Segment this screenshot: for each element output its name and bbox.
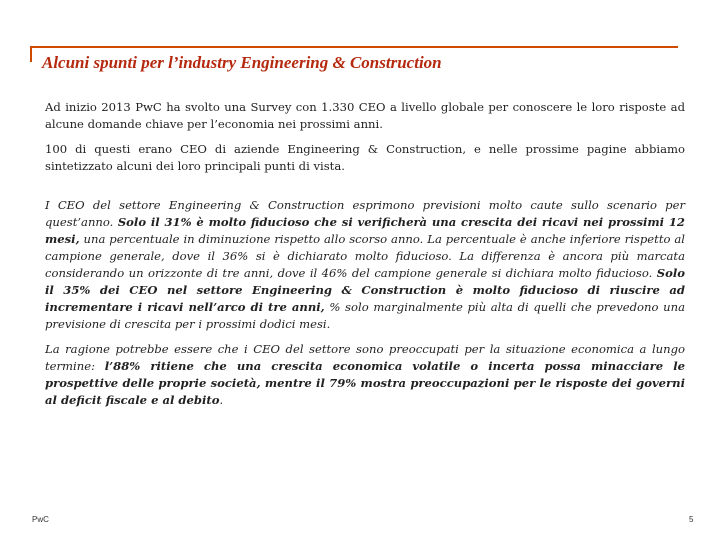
findings-paragraph-1 xyxy=(45,197,685,333)
section-spacer xyxy=(45,183,685,197)
intro-paragraph-2: 100 di questi erano CEO di aziende Engineering & Construction, e nelle prossime pagine abbiamo sintetizzato alcuni dei loro principali punti di vista. xyxy=(45,142,685,173)
findings-text: % solo marginalmente più alta di quelli che prevedono una previsione di crescita per i prossimi dodici mesi. xyxy=(45,300,685,331)
findings-highlight: l’88% ritiene che una crescita economica volatile o incerta possa minacciare le prospettive delle proprie società, mentre il 79% mostra preoccupazioni per le risposte dei governi al deficit fiscale e al debito xyxy=(45,359,685,407)
header-rule xyxy=(30,46,678,48)
findings-paragraph-2 xyxy=(45,341,685,409)
findings-highlight: Solo il 35% dei CEO nel settore Engineering & Construction è molto fiducioso di riuscire ad incrementare i ricavi nell’arco di tre anni, xyxy=(45,266,685,314)
content-body xyxy=(45,99,685,417)
page-title: Alcuni spunti per l’industry Engineering & Construction xyxy=(42,53,442,72)
findings-text: . xyxy=(219,393,224,407)
findings-highlight: Solo il 31% è molto fiducioso che si verificherà una crescita dei ricavi nei prossimi 12 mesi, xyxy=(45,215,685,246)
intro-paragraph-1: Ad inizio 2013 PwC ha svolto una Survey con 1.330 CEO a livello globale per conoscere le loro risposte ad alcune domande chiave per l’economia nei prossimi anni. xyxy=(45,100,685,131)
page-number: 5 xyxy=(689,515,694,524)
findings-text: I CEO del settore Engineering & Construction esprimono previsioni molto caute sullo scenario per quest’anno. xyxy=(45,198,685,229)
footer-brand: PwC xyxy=(32,515,49,524)
findings-text: La ragione potrebbe essere che i CEO del settore sono preoccupati per la situazione economica a lungo termine: xyxy=(45,342,685,373)
findings-text: una percentuale in diminuzione rispetto allo scorso anno. La percentuale è anche inferiore rispetto al campione generale, dove il 36% si è dichiarato molto fiducioso. La differenza è ancora più marcata considerando un orizzonte di tre anni, dove il 46% del campione generale si dichiara molto fiducioso. xyxy=(45,232,685,280)
header-rule-tick xyxy=(30,46,32,62)
